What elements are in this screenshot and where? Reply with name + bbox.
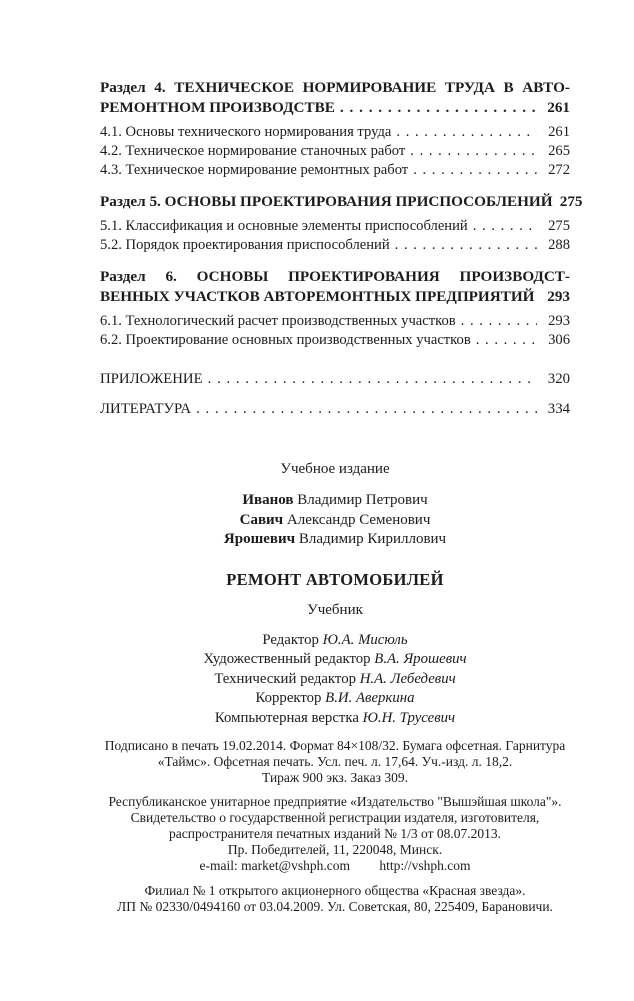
publisher-line: Пр. Победителей, 11, 220048, Минск.	[227, 842, 443, 857]
author-line	[100, 530, 570, 550]
dot-leader	[461, 312, 537, 331]
toc-page-number: 320	[547, 371, 570, 387]
author-list	[100, 491, 570, 550]
toc-section-heading-row	[100, 287, 570, 307]
toc-item	[100, 236, 570, 255]
staff-role: Технический редактор	[214, 670, 356, 687]
toc-page-number: 334	[547, 401, 570, 417]
toc-section-heading-line1: Раздел 5. ОСНОВЫ ПРОЕКТИРОВАНИЯ ПРИСПОСОБЛЕНИЙ	[100, 193, 553, 210]
toc-item-list	[100, 123, 570, 180]
toc-item-label: 4.1. Основы технического нормирования труда	[100, 124, 392, 140]
printer-info	[100, 883, 570, 915]
print-info	[100, 738, 570, 786]
author-surname: Савич	[239, 511, 284, 528]
author-line	[100, 491, 570, 511]
toc-appendix-row	[100, 370, 570, 389]
toc-section-heading-row	[100, 98, 570, 118]
dot-leader	[340, 98, 537, 118]
toc-page-number: 293	[548, 313, 570, 329]
edition-type: Учебное издание	[280, 461, 390, 477]
toc-section-4	[100, 78, 570, 180]
staff-line	[100, 670, 570, 690]
book-title: РЕМОНТ АВТОМОБИЛЕЙ	[226, 569, 444, 589]
toc-item	[100, 331, 570, 350]
toc-item	[100, 123, 570, 142]
dot-leader	[196, 400, 537, 419]
toc-section-heading-line1: Раздел 6. ОСНОВЫ ПРОЕКТИРОВАНИЯ ПРОИЗВОДСТ-	[100, 268, 570, 285]
table-of-contents	[100, 78, 583, 419]
toc-section-5	[100, 192, 583, 255]
staff-name: Ю.А. Мисюль	[322, 631, 408, 648]
print-info-line: «Таймс». Офсетная печать. Усл. печ. л. 17,64. Уч.-изд. л. 18,2.	[157, 754, 513, 769]
toc-page-number: 293	[547, 288, 570, 305]
colophon	[100, 461, 570, 915]
toc-literature-label: ЛИТЕРАТУРА	[100, 401, 192, 417]
publisher-line: Республиканское унитарное предприятие «Издательство "Вышэйшая школа"».	[108, 794, 562, 809]
publisher-line: распространителя печатных изданий № 1/3 от 08.07.2013.	[169, 826, 501, 841]
dot-leader	[208, 370, 537, 389]
staff-name: В.И. Аверкина	[325, 690, 415, 706]
toc-item-label: 5.2. Порядок проектирования приспособлений	[100, 237, 390, 253]
printer-line: ЛП № 02330/0494160 от 03.04.2009. Ул. Советская, 80, 225409, Барановичи.	[117, 899, 553, 914]
toc-item-label: 6.2. Проектирование основных производственных участков	[100, 332, 471, 348]
print-info-line: Подписано в печать 19.02.2014. Формат 84×108/32. Бумага офсетная. Гарнитура	[104, 738, 566, 753]
toc-item-list	[100, 217, 570, 255]
author-given-name: Александр Семенович	[286, 511, 431, 528]
dot-leader	[413, 161, 537, 180]
toc-page-number: 261	[547, 99, 570, 116]
dot-leader	[396, 123, 537, 142]
staff-name: Н.А. Лебедевич	[359, 670, 456, 687]
toc-appendix-label: ПРИЛОЖЕНИЕ	[100, 371, 203, 387]
dot-leader	[410, 142, 537, 161]
author-surname: Ярошевич	[223, 531, 296, 547]
printer-line: Филиал № 1 открытого акционерного общества «Красная звезда».	[144, 883, 526, 898]
toc-item-label: 6.1. Технологический расчет производственных участков	[100, 313, 456, 329]
staff-line	[100, 709, 570, 729]
staff-list	[100, 631, 570, 729]
toc-literature-row	[100, 400, 570, 419]
toc-page-number: 288	[548, 237, 570, 253]
toc-item-list	[100, 312, 570, 350]
publisher-email: e-mail: market@vshph.com	[199, 858, 350, 873]
toc-page-number: 275	[559, 193, 583, 210]
staff-name: В.А. Ярошевич	[374, 651, 467, 667]
toc-section-heading-line1: Раздел 4. ТЕХНИЧЕСКОЕ НОРМИРОВАНИЕ ТРУДА В АВТО-	[100, 79, 570, 96]
toc-section-heading-row	[100, 192, 583, 212]
toc-item	[100, 217, 570, 236]
print-info-line: Тираж 900 экз. Заказ 309.	[262, 770, 408, 785]
book-subtitle: Учебник	[307, 601, 363, 618]
toc-item-label: 4.2. Техническое нормирование станочных работ	[100, 143, 406, 159]
publisher-line: Свидетельство о государственной регистрации издателя, изготовителя,	[130, 810, 540, 825]
toc-page-number: 272	[548, 162, 570, 178]
toc-section-heading-line2: РЕМОНТНОМ ПРОИЗВОДСТВЕ	[100, 99, 335, 116]
toc-page-number: 306	[548, 332, 570, 348]
staff-role: Компьютерная верстка	[214, 709, 359, 726]
author-given-name: Владимир Петрович	[297, 492, 428, 508]
staff-role: Редактор	[262, 631, 319, 648]
toc-item	[100, 142, 570, 161]
author-given-name: Владимир Кириллович	[298, 531, 447, 547]
dot-leader	[395, 236, 537, 255]
toc-section-heading-line2: ВЕННЫХ УЧАСТКОВ АВТОРЕМОНТНЫХ ПРЕДПРИЯТИЙ	[100, 288, 535, 305]
toc-page-number: 261	[548, 124, 570, 140]
publisher-contacts	[100, 858, 570, 874]
dot-leader	[476, 331, 537, 350]
toc-page-number: 275	[548, 218, 570, 234]
toc-item-label: 5.1. Классификация и основные элементы приспособлений	[100, 218, 468, 234]
staff-name: Ю.Н. Трусевич	[362, 709, 456, 726]
toc-item	[100, 161, 570, 180]
publisher-info	[100, 794, 570, 874]
toc-item	[100, 312, 570, 331]
dot-leader	[473, 217, 537, 236]
staff-role: Художественный редактор	[203, 651, 371, 667]
toc-section-6	[100, 267, 570, 350]
staff-line	[100, 650, 570, 670]
staff-role: Корректор	[255, 690, 322, 706]
toc-item-label: 4.3. Техническое нормирование ремонтных работ	[100, 162, 409, 178]
staff-line	[100, 689, 570, 709]
author-surname: Иванов	[242, 492, 294, 508]
toc-page-number: 265	[548, 143, 570, 159]
publisher-website: http://vshph.com	[379, 858, 471, 873]
author-line	[100, 511, 570, 531]
staff-line	[100, 631, 570, 651]
